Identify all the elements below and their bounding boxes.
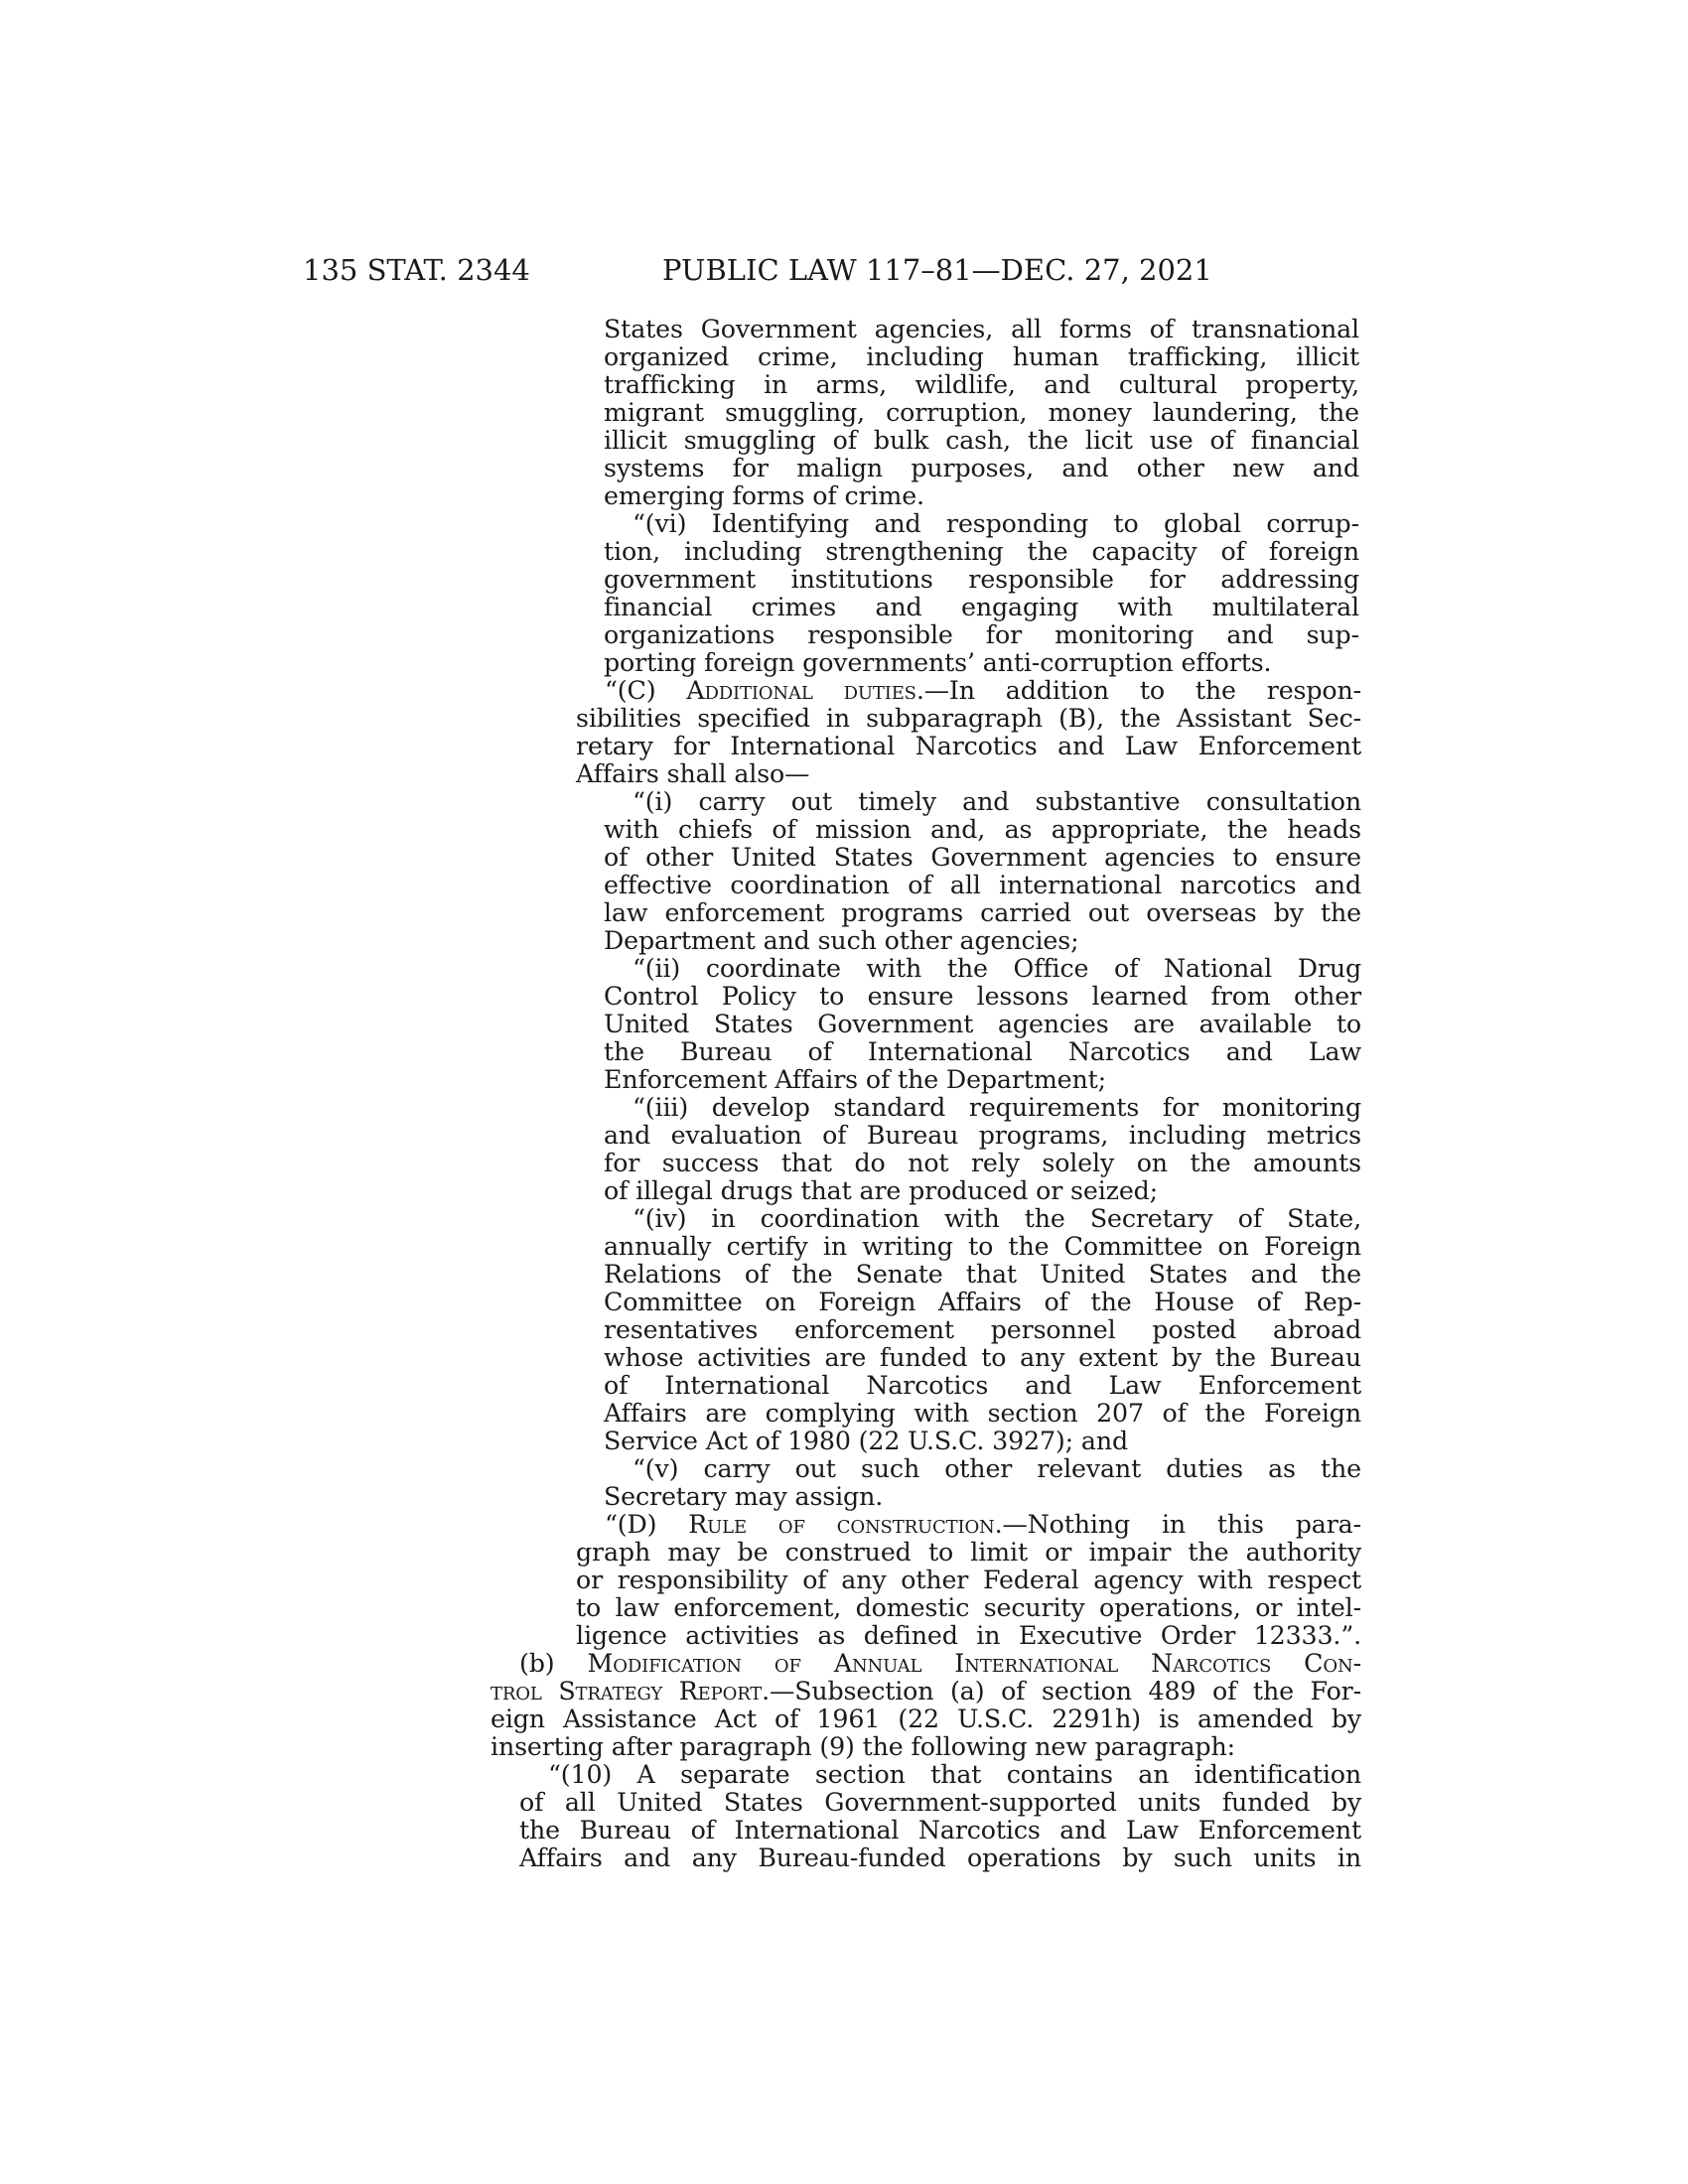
text-line: the Bureau of International Narcotics and Law Enforcement (519, 1816, 1361, 1844)
public-law-title: PUBLIC LAW 117–81—DEC. 27, 2021 (662, 253, 1212, 287)
text-line: of all United States Government-supported units funded by (519, 1788, 1361, 1817)
text-line: “(C) Additional duties.—In addition to the respon- (605, 676, 1362, 705)
text-line: effective coordination of all international narcotics and (604, 871, 1361, 899)
text-line: graph may be construed to limit or impair the authority (576, 1538, 1361, 1567)
text-line: tion, including strengthening the capacity of foreign (604, 537, 1359, 566)
text-line: whose activities are funded to any extent by the Bureau (604, 1343, 1361, 1372)
text-line: porting foreign governments’ anti-corruption efforts. (604, 648, 1272, 677)
text-line: Affairs and any Bureau-funded operations by such units in (519, 1843, 1361, 1872)
text-line: “(v) carry out such other relevant duties as the (633, 1454, 1361, 1483)
heading-small-caps: Additional duties. (686, 676, 924, 705)
text-line: to law enforcement, domestic security operations, or intel- (576, 1593, 1361, 1622)
text-line: the Bureau of International Narcotics and Law (604, 1037, 1361, 1066)
text-line: law enforcement programs carried out overseas by the (604, 898, 1361, 927)
text-line: of other United States Government agencies to ensure (604, 843, 1361, 872)
text-line: illicit smuggling of bulk cash, the licit use of financial (604, 426, 1359, 455)
text-line: “(D) Rule of construction.—Nothing in this para- (605, 1510, 1362, 1539)
stat-reference: 135 STAT. 2344 (303, 253, 530, 287)
text-line: of International Narcotics and Law Enforcement (604, 1371, 1361, 1400)
text-line: “(i) carry out timely and substantive consultation (633, 787, 1361, 816)
text-line: (b) Modification of Annual International Narcotics Con- (519, 1649, 1361, 1678)
text-line: Affairs shall also— (576, 759, 810, 788)
text-line: government institutions responsible for addressing (604, 565, 1359, 594)
text-line: emerging forms of crime. (604, 481, 924, 510)
text-line: United States Government agencies are available to (604, 1010, 1361, 1038)
text-line: with chiefs of mission and, as appropriate, the heads (604, 815, 1361, 844)
text-line: of illegal drugs that are produced or seized; (604, 1176, 1159, 1205)
text-line: Enforcement Affairs of the Department; (604, 1065, 1107, 1094)
text-line: Department and such other agencies; (604, 926, 1079, 955)
text-line: retary for International Narcotics and Law Enforcement (576, 732, 1361, 760)
text-line: annually certify in writing to the Committee on Foreign (604, 1232, 1361, 1261)
heading-small-caps: Rule of construction. (688, 1510, 1003, 1539)
text-line: Relations of the Senate that United States and the (604, 1260, 1361, 1289)
text-line: for success that do not rely solely on the amounts (604, 1149, 1361, 1177)
page-header (0, 250, 1688, 290)
text-line: Secretary may assign. (604, 1482, 884, 1511)
heading-small-caps: trol Strategy Report. (491, 1677, 771, 1706)
text-line: “(vi) Identifying and responding to global corrup- (633, 509, 1359, 538)
text-line: or responsibility of any other Federal agency with respect (576, 1566, 1361, 1594)
text-line: organizations responsible for monitoring and sup- (604, 620, 1359, 649)
text-line: “(ii) coordinate with the Office of National Drug (633, 954, 1361, 983)
text-line: migrant smuggling, corruption, money laundering, the (604, 398, 1359, 427)
text-line: sibilities specified in subparagraph (B), the Assistant Sec- (576, 704, 1361, 733)
text-line: “(iii) develop standard requirements for monitoring (633, 1093, 1361, 1122)
text-line: ligence activities as defined in Executive Order 12333.”. (576, 1621, 1361, 1650)
text-line: Committee on Foreign Affairs of the House of Rep- (604, 1288, 1361, 1316)
text-line: “(10) A separate section that contains an identification (548, 1760, 1361, 1789)
text-line: and evaluation of Bureau programs, including metrics (604, 1121, 1361, 1150)
heading-small-caps: Modification of Annual International Narcotics Con- (587, 1649, 1361, 1678)
text-line: Control Policy to ensure lessons learned from other (604, 982, 1361, 1011)
text-line: organized crime, including human trafficking, illicit (604, 342, 1359, 371)
text-line: trol Strategy Report.—Subsection (a) of section 489 of the For- (491, 1677, 1361, 1706)
text-line: “(iv) in coordination with the Secretary of State, (633, 1204, 1361, 1233)
text-line: eign Assistance Act of 1961 (22 U.S.C. 2291h) is amended by (491, 1705, 1361, 1733)
text-line: resentatives enforcement personnel posted abroad (604, 1315, 1361, 1344)
text-line: States Government agencies, all forms of transnational (604, 315, 1359, 343)
text-line: Service Act of 1980 (22 U.S.C. 3927); and (604, 1427, 1129, 1455)
text-line: financial crimes and engaging with multilateral (604, 593, 1359, 621)
text-line: systems for malign purposes, and other new and (604, 454, 1359, 482)
text-line: trafficking in arms, wildlife, and cultural property, (604, 370, 1359, 399)
text-line: Affairs are complying with section 207 of the Foreign (604, 1399, 1361, 1428)
text-line: inserting after paragraph (9) the following new paragraph: (491, 1732, 1235, 1761)
